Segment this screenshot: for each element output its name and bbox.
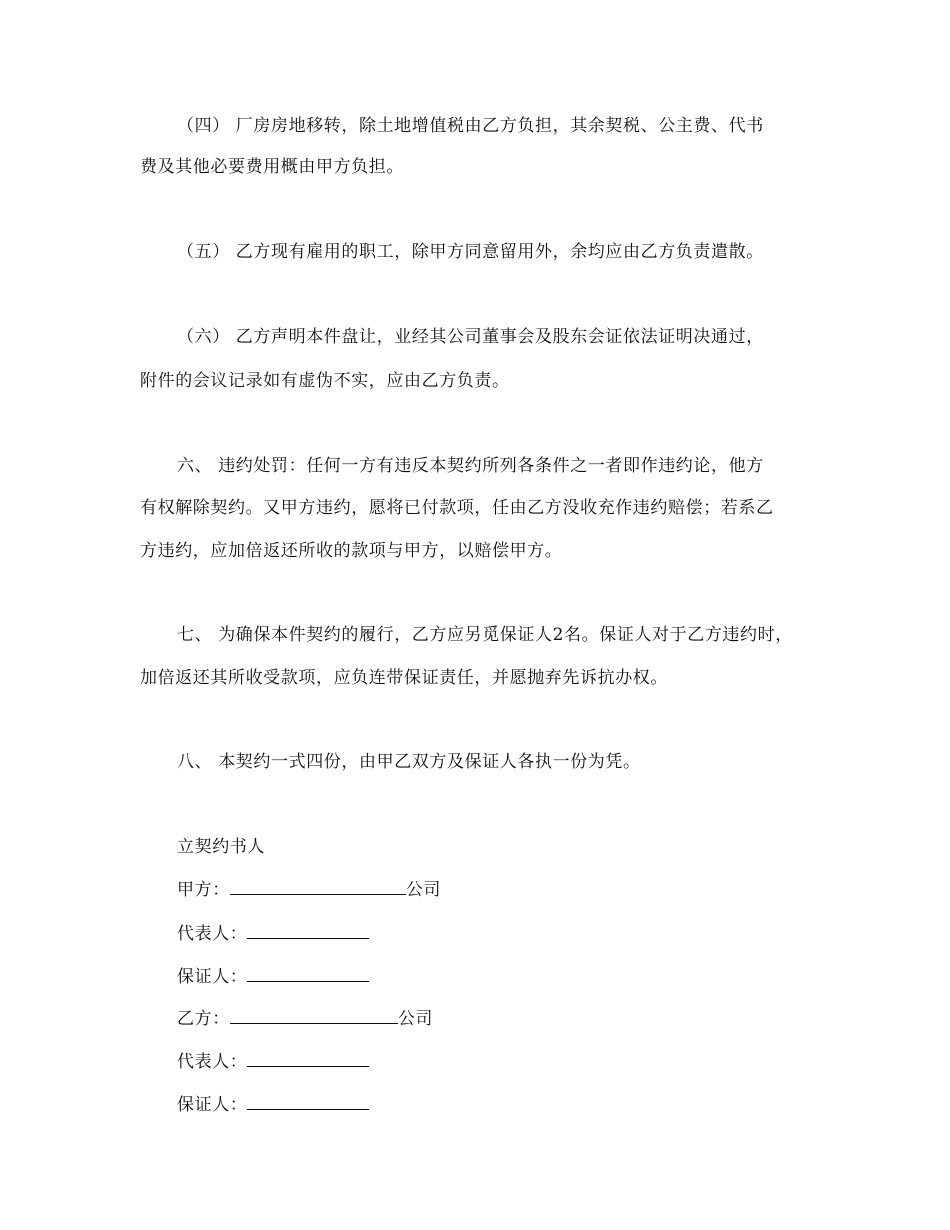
clause-5-line-1: （五） 乙方现有雇用的职工，除甲方同意留用外，余均应由乙方负责遣散。 bbox=[177, 242, 764, 262]
guar-b-blank[interactable] bbox=[247, 1093, 369, 1110]
party-a-suffix: 公司 bbox=[405, 880, 442, 900]
party-a-blank[interactable] bbox=[230, 878, 406, 895]
article-6-line-3: 方违约，应加倍返还所收的款项与甲方，以赔偿甲方。 bbox=[140, 541, 563, 561]
rep-b-blank[interactable] bbox=[247, 1050, 369, 1067]
article-7-line-1: 七、 为确保本件契约的履行，乙方应另觅保证人2名。保证人对于乙方违约时， bbox=[177, 625, 793, 645]
guar-b-label: 保证人： bbox=[177, 1095, 248, 1115]
rep-a-label: 代表人： bbox=[177, 924, 248, 944]
party-a-row bbox=[177, 878, 441, 901]
guar-a-blank[interactable] bbox=[247, 965, 369, 982]
party-b-blank[interactable] bbox=[230, 1007, 398, 1024]
rep-a-blank[interactable] bbox=[247, 922, 369, 939]
article-6-line-1: 六、 违约处罚：任何一方有违反本契约所列各条件之一者即作违约论，他方 bbox=[177, 456, 764, 476]
party-a-guarantor-row bbox=[177, 965, 369, 988]
signatories-heading: 立契约书人 bbox=[177, 837, 265, 857]
party-b-suffix: 公司 bbox=[397, 1009, 434, 1029]
party-b-guarantor-row bbox=[177, 1093, 369, 1116]
clause-6-line-2: 附件的会议记录如有虚伪不实，应由乙方负责。 bbox=[140, 371, 510, 391]
party-b-label: 乙方： bbox=[177, 1009, 230, 1029]
clause-4-line-1: （四） 厂房房地移转，除土地增值税由乙方负担，其余契税、公主费、代书 bbox=[177, 116, 764, 136]
article-7-line-2: 加倍返还其所收受款项，应负连带保证责任，并愿抛弃先诉抗办权。 bbox=[140, 668, 668, 688]
article-8-line-1: 八、 本契约一式四份，由甲乙双方及保证人各执一份为凭。 bbox=[177, 752, 641, 772]
party-b-representative-row bbox=[177, 1050, 369, 1073]
party-a-representative-row bbox=[177, 922, 369, 945]
guar-a-label: 保证人： bbox=[177, 967, 248, 987]
party-a-label: 甲方： bbox=[177, 880, 230, 900]
article-6-line-2: 有权解除契约。又甲方违约，愿将已付款项，任由乙方没收充作违约赔偿；若系乙 bbox=[140, 498, 774, 518]
clause-6-line-1: （六） 乙方声明本件盘让，业经其公司董事会及股东会证依法证明决通过， bbox=[177, 327, 764, 347]
clause-4-line-2: 费及其他必要费用概由甲方负担。 bbox=[140, 157, 404, 177]
rep-b-label: 代表人： bbox=[177, 1052, 248, 1072]
party-b-row bbox=[177, 1007, 433, 1030]
